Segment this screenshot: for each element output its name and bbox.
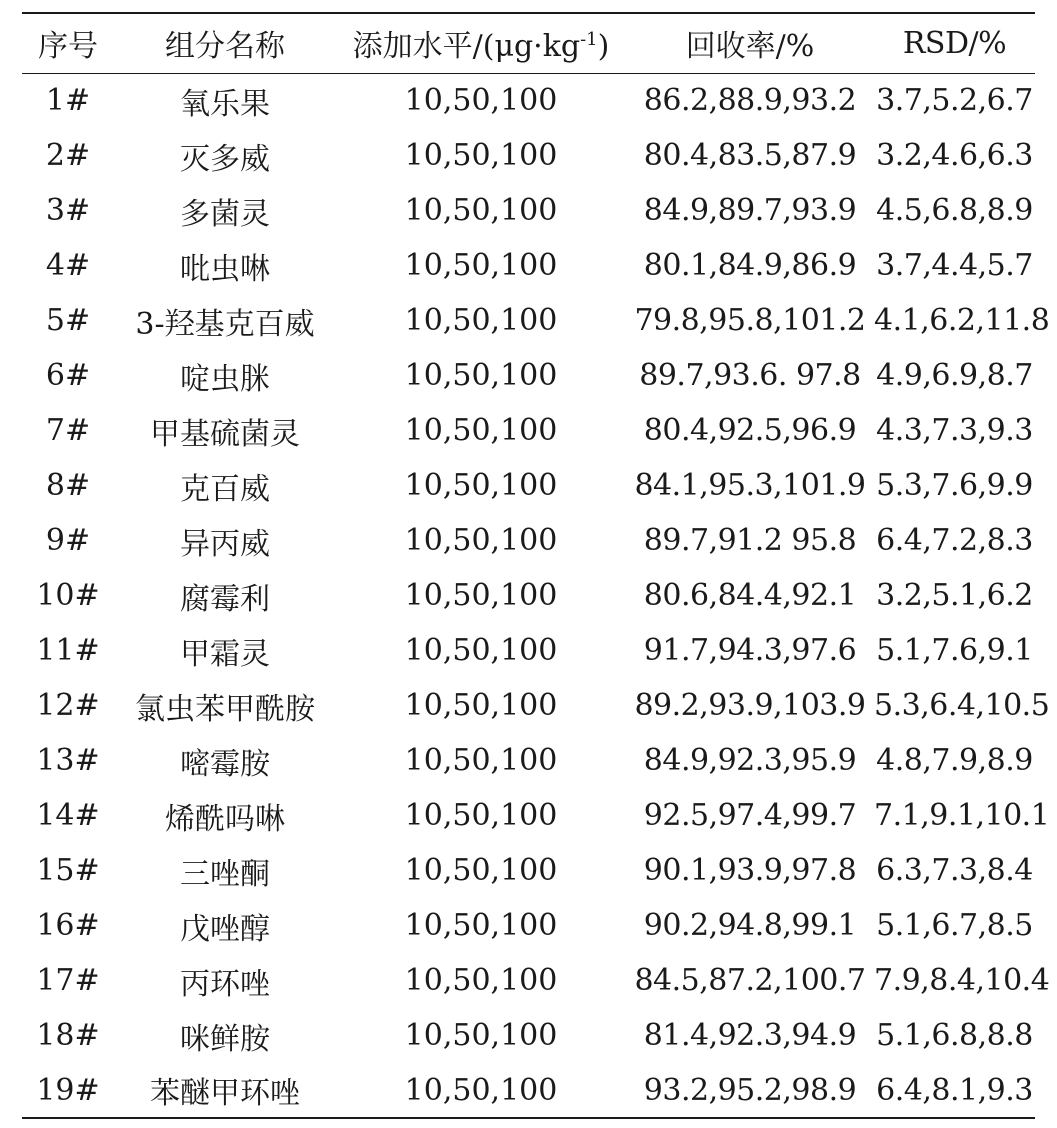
- table-row: [22, 678, 1035, 733]
- cell-level: 10,50,100: [404, 138, 558, 173]
- cell-level: 10,50,100: [404, 908, 558, 943]
- header-rsd: RSD/%: [902, 25, 1007, 61]
- table-row: [22, 898, 1035, 953]
- table-row: [22, 788, 1035, 843]
- cell-recovery: 89.7,91.2 95.8: [643, 523, 857, 558]
- cell-recovery: 89.2,93.9,103.9: [634, 688, 866, 723]
- cell-name: 吡虫啉: [180, 251, 270, 287]
- table-row: [22, 953, 1035, 1008]
- table-row: [22, 513, 1035, 568]
- cell-recovery: 84.9,92.3,95.9: [643, 743, 857, 778]
- cell-level: 10,50,100: [404, 193, 558, 228]
- cell-level: 10,50,100: [404, 743, 558, 778]
- recovery-table-container: [22, 12, 1050, 1119]
- cell-no: 12#: [36, 688, 100, 723]
- cell-rsd: 3.7,4.4,5.7: [876, 248, 1033, 283]
- cell-recovery: 80.4,92.5,96.9: [643, 413, 857, 448]
- cell-name: 戊唑醇: [180, 911, 270, 947]
- cell-level: 10,50,100: [404, 1072, 558, 1108]
- table-row: [22, 73, 1035, 128]
- cell-name: 三唑酮: [180, 856, 270, 892]
- table-row: [22, 183, 1035, 238]
- cell-rsd: 5.1,7.6,9.1: [876, 633, 1033, 668]
- table-row: [22, 458, 1035, 513]
- cell-recovery: 84.1,95.3,101.9: [634, 468, 866, 503]
- cell-recovery: 80.1,84.9,86.9: [643, 248, 857, 283]
- cell-no: 11#: [36, 633, 100, 668]
- cell-rsd: 4.1,6.2,11.8: [874, 303, 1050, 338]
- table-row: [22, 128, 1035, 183]
- cell-no: 4#: [45, 248, 91, 283]
- cell-no: 14#: [36, 798, 100, 833]
- cell-level: 10,50,100: [404, 853, 558, 888]
- table-row: [22, 293, 1035, 348]
- cell-name: 嘧霉胺: [180, 746, 270, 782]
- cell-no: 3#: [45, 193, 91, 228]
- cell-name: 甲基硫菌灵: [150, 416, 300, 452]
- cell-name: 啶虫脒: [180, 361, 270, 397]
- cell-no: 1#: [45, 83, 91, 119]
- cell-rsd: 3.7,5.2,6.7: [876, 83, 1033, 119]
- cell-rsd: 6.3,7.3,8.4: [876, 853, 1033, 888]
- cell-rsd: 5.3,6.4,10.5: [874, 688, 1050, 723]
- cell-rsd: 7.9,8.4,10.4: [874, 963, 1050, 998]
- table-row: [22, 1008, 1035, 1063]
- header-no: 序号: [38, 29, 98, 65]
- cell-name: 咪鲜胺: [180, 1021, 270, 1057]
- table-row: [22, 238, 1035, 293]
- cell-no: 7#: [45, 413, 91, 448]
- cell-rsd: 4.5,6.8,8.9: [876, 193, 1033, 228]
- cell-name: 灭多威: [180, 141, 270, 177]
- table-row: [22, 348, 1035, 403]
- cell-no: 16#: [36, 908, 100, 943]
- cell-recovery: 84.5,87.2,100.7: [634, 963, 866, 998]
- cell-no: 9#: [45, 523, 91, 558]
- cell-no: 15#: [36, 853, 100, 888]
- cell-recovery: 93.2,95.2,98.9: [643, 1072, 857, 1108]
- cell-rsd: 4.3,7.3,9.3: [876, 413, 1033, 448]
- cell-recovery: 89.7,93.6. 97.8: [639, 358, 861, 393]
- cell-name: 甲霜灵: [180, 636, 270, 672]
- cell-recovery: 90.2,94.8,99.1: [643, 908, 857, 943]
- cell-level: 10,50,100: [404, 688, 558, 723]
- cell-level: 10,50,100: [404, 633, 558, 668]
- cell-no: 6#: [45, 358, 91, 393]
- cell-name: 苯醚甲环唑: [150, 1076, 300, 1111]
- cell-no: 8#: [45, 468, 91, 503]
- cell-no: 19#: [36, 1072, 100, 1108]
- cell-rsd: 6.4,7.2,8.3: [876, 523, 1033, 558]
- cell-level: 10,50,100: [404, 83, 558, 119]
- header-level: 添加水平$/(\mu g\cdot kg^{-1})$: [352, 29, 610, 65]
- cell-recovery: 91.7,94.3,97.6: [643, 633, 857, 668]
- cell-recovery: 92.5,97.4,99.7: [643, 798, 857, 833]
- cell-level: 10,50,100: [404, 523, 558, 558]
- cell-no: 18#: [36, 1018, 100, 1053]
- cell-rsd: 4.8,7.9,8.9: [876, 743, 1033, 778]
- table-row: [22, 403, 1035, 458]
- cell-level: 10,50,100: [404, 963, 558, 998]
- cell-name: 多菌灵: [180, 196, 270, 232]
- cell-no: 13#: [36, 743, 100, 778]
- cell-rsd: 4.9,6.9,8.7: [876, 358, 1033, 393]
- cell-level: 10,50,100: [404, 468, 558, 503]
- cell-rsd: 5.3,7.6,9.9: [876, 468, 1033, 503]
- cell-name: 克百威: [180, 471, 270, 507]
- cell-level: 10,50,100: [404, 413, 558, 448]
- cell-rsd: 6.4,8.1,9.3: [876, 1072, 1033, 1108]
- cell-recovery: 79.8,95.8,101.2: [634, 303, 866, 338]
- cell-level: 10,50,100: [404, 578, 558, 613]
- table-row: [22, 623, 1035, 678]
- cell-recovery: 81.4,92.3,94.9: [643, 1018, 857, 1053]
- header-level-exponent: -1: [580, 29, 598, 51]
- header-row: [22, 13, 1035, 73]
- table-row: [22, 733, 1035, 788]
- cell-rsd: 5.1,6.8,8.8: [876, 1018, 1033, 1053]
- cell-name: 丙环唑: [180, 966, 270, 1002]
- cell-level: 10,50,100: [404, 248, 558, 283]
- table-body: [22, 73, 1050, 1118]
- cell-level: 10,50,100: [404, 1018, 558, 1053]
- cell-name: 烯酰吗啉: [165, 801, 285, 837]
- header-name: 组分名称: [165, 29, 285, 65]
- cell-no: 2#: [45, 138, 91, 173]
- cell-rsd: 7.1,9.1,10.1: [874, 798, 1050, 833]
- cell-no: 5#: [45, 303, 91, 338]
- cell-name: 异丙威: [180, 526, 270, 562]
- cell-recovery: 84.9,89.7,93.9: [643, 193, 857, 228]
- cell-rsd: 5.1,6.7,8.5: [876, 908, 1033, 943]
- table-header: [22, 13, 1035, 73]
- cell-name: 氧乐果: [180, 86, 270, 122]
- cell-rsd: 3.2,5.1,6.2: [876, 578, 1033, 613]
- table-row: [22, 568, 1035, 623]
- header-recovery: 回收率/%: [685, 29, 815, 65]
- cell-recovery: 90.1,93.9,97.8: [643, 853, 857, 888]
- recovery-table: [22, 12, 1050, 1119]
- cell-recovery: 80.4,83.5,87.9: [643, 138, 857, 173]
- cell-recovery: 80.6,84.4,92.1: [643, 578, 857, 613]
- cell-level: 10,50,100: [404, 798, 558, 833]
- cell-name: 氯虫苯甲酰胺: [135, 691, 315, 727]
- cell-level: 10,50,100: [404, 358, 558, 393]
- cell-no: 17#: [36, 963, 100, 998]
- cell-level: 10,50,100: [404, 303, 558, 338]
- table-row: [22, 843, 1035, 898]
- cell-rsd: 3.2,4.6,6.3: [876, 138, 1033, 173]
- table-row: [22, 1063, 1035, 1118]
- cell-no: 10#: [36, 578, 100, 613]
- cell-name: 3-羟基克百威: [135, 306, 315, 342]
- cell-name: 腐霉利: [180, 581, 270, 617]
- cell-recovery: 86.2,88.9,93.2: [643, 83, 857, 119]
